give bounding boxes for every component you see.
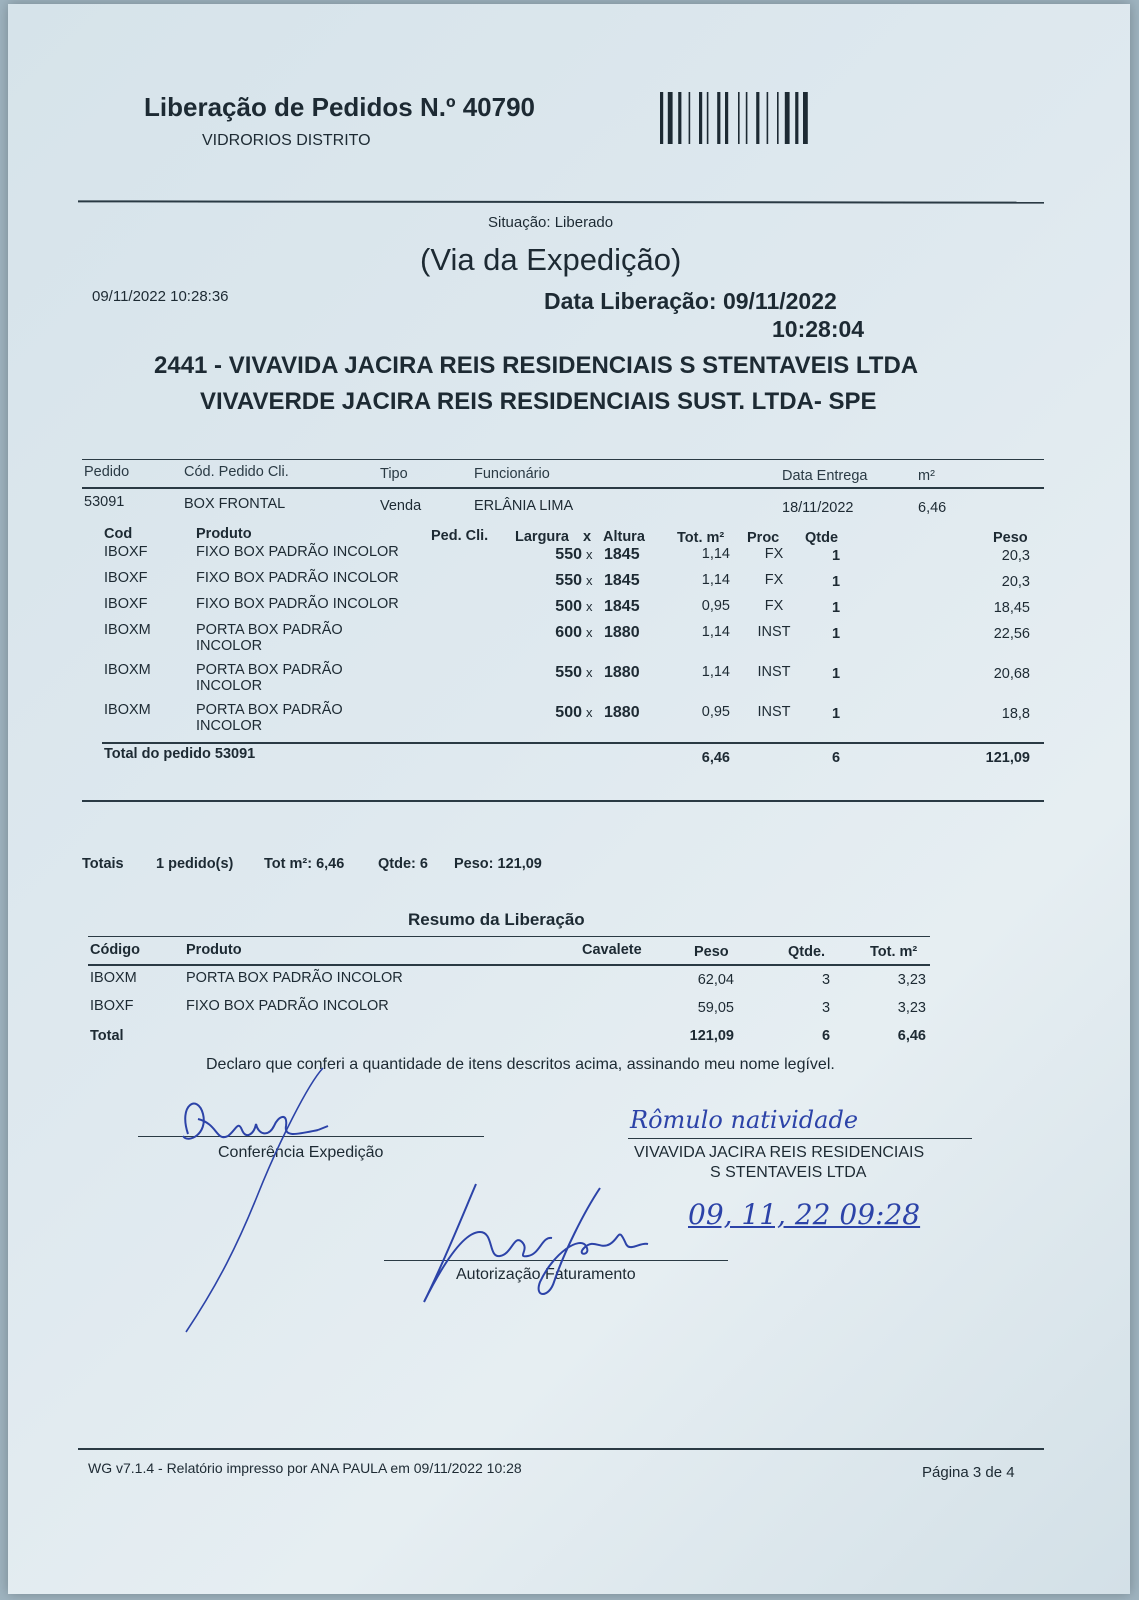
client-signature-line (628, 1138, 972, 1139)
item-proc: INST (757, 624, 791, 640)
resumo-top-rule (88, 936, 930, 937)
order-total-m2: 6,46 (701, 750, 730, 766)
totals-label: Totais (82, 856, 124, 872)
page-number: Página 3 de 4 (922, 1464, 1015, 1481)
declaration-text: Declaro que conferi a quantidade de itens descritos acima, assinando meu nome legível. (206, 1056, 835, 1073)
item-qtde: 1 (831, 548, 841, 564)
item-produto: PORTA BOX PADRÃO (196, 662, 343, 678)
item-tot-m2: 0,95 (701, 704, 730, 720)
resumo-col-cavalete: Cavalete (582, 942, 642, 958)
order-end-rule (82, 800, 1044, 802)
m2-value: 6,46 (918, 500, 947, 516)
pedido-label: Pedido (84, 464, 130, 480)
item-cod: IBOXM (104, 622, 151, 638)
report-page (8, 4, 1130, 1594)
item-proc: INST (757, 664, 791, 680)
resumo-title: Resumo da Liberação (408, 910, 585, 929)
footer-printed-by: WG v7.1.4 - Relatório impresso por ANA PAULA em 09/11/2022 10:28 (88, 1460, 522, 1476)
header-divider (78, 200, 1044, 203)
item-altura: 1880 (604, 624, 640, 641)
item-peso: 20,3 (1001, 548, 1030, 564)
resumo-total-m2: 6,46 (897, 1028, 926, 1044)
item-peso: 20,3 (1001, 574, 1030, 590)
funcionario-label: Funcionário (474, 466, 550, 482)
item-largura: 550 (555, 664, 582, 681)
totals-qtde: Qtde: 6 (378, 856, 428, 872)
item-tot-m2: 1,14 (701, 624, 730, 640)
item-largura: 500 (555, 598, 582, 615)
funcionario-value: ERLÂNIA LIMA (474, 498, 574, 514)
order-total-qtde: 6 (831, 750, 841, 766)
item-qtde: 1 (831, 706, 841, 722)
item-tot-m2: 1,14 (701, 546, 730, 562)
report-title: Liberação de Pedidos N.º 40790 (144, 92, 535, 122)
order-header-top-rule (82, 459, 1044, 460)
totals-m2: Tot m²: 6,46 (264, 856, 345, 872)
resumo-col-tot-m2: Tot. m² (870, 944, 918, 960)
item-cod: IBOXF (104, 544, 148, 560)
data-liberacao: Data Liberação: 09/11/2022 (544, 288, 837, 314)
item-altura: 1880 (604, 704, 640, 721)
cod-pedido-cli-value: BOX FRONTAL (184, 496, 286, 512)
col-qtde: Qtde (805, 530, 839, 546)
item-row (8, 544, 1130, 566)
resumo-col-qtde: Qtde. (788, 944, 826, 960)
conferencia-signature (158, 1064, 358, 1344)
item-qtde: 1 (831, 574, 841, 590)
tipo-label: Tipo (380, 466, 408, 482)
item-peso: 22,56 (993, 626, 1030, 642)
item-row (8, 570, 1130, 592)
item-largura: 500 (555, 704, 582, 721)
resumo-col-codigo: Código (90, 942, 140, 958)
totals-peso: Peso: 121,09 (454, 856, 542, 872)
cod-pedido-cli-label: Cód. Pedido Cli. (184, 464, 289, 480)
item-largura: 600 (555, 624, 582, 641)
item-cod: IBOXF (104, 570, 148, 586)
col-ped-cli: Ped. Cli. (431, 528, 489, 544)
client-name-line1: 2441 - VIVAVIDA JACIRA REIS RESIDENCIAIS S STENTAVEIS LTDA (154, 352, 919, 379)
resumo-col-produto: Produto (186, 942, 242, 958)
item-x: x (586, 665, 593, 680)
resumo-peso: 59,05 (697, 1000, 734, 1016)
item-x: x (586, 625, 593, 640)
resumo-produto: FIXO BOX PADRÃO INCOLOR (186, 998, 389, 1014)
data-entrega-value: 18/11/2022 (782, 500, 854, 516)
autorizacao-label: Autorização Faturamento (456, 1266, 636, 1283)
item-altura: 1845 (604, 546, 640, 563)
resumo-tot-m2: 3,23 (897, 972, 926, 988)
col-peso: Peso (993, 530, 1028, 546)
footer-rule (78, 1448, 1044, 1450)
col-proc: Proc (747, 530, 780, 546)
m2-label: m² (918, 468, 935, 484)
item-x: x (586, 599, 593, 614)
resumo-produto: PORTA BOX PADRÃO INCOLOR (186, 970, 403, 986)
item-row (8, 596, 1130, 618)
item-peso: 18,8 (1001, 706, 1030, 722)
item-tot-m2: 1,14 (701, 664, 730, 680)
item-tot-m2: 0,95 (701, 598, 730, 614)
tipo-value: Venda (380, 498, 422, 514)
handwritten-date: 09, 11, 22 09:28 (688, 1198, 921, 1231)
item-altura: 1845 (604, 572, 640, 589)
conferencia-label: Conferência Expedição (218, 1144, 384, 1161)
resumo-col-peso: Peso (694, 944, 729, 960)
item-proc: FX (764, 598, 784, 614)
barcode-icon (660, 92, 830, 144)
item-largura: 550 (555, 572, 582, 589)
resumo-qtde: 3 (821, 1000, 831, 1016)
situacao-label: Situação: Liberado (488, 214, 614, 231)
order-total-rule (102, 742, 1044, 744)
item-largura: 550 (555, 546, 582, 563)
item-peso: 20,68 (993, 666, 1030, 682)
resumo-codigo: IBOXF (90, 998, 134, 1014)
client-signature-name2: S STENTAVEIS LTDA (710, 1164, 867, 1181)
resumo-row (8, 998, 1130, 1020)
order-total-peso: 121,09 (985, 750, 1030, 766)
resumo-total-label: Total (90, 1028, 124, 1044)
item-peso: 18,45 (993, 600, 1030, 616)
order-header-bottom-rule (82, 487, 1044, 489)
autorizacao-signature (404, 1172, 664, 1312)
item-row (8, 622, 1130, 654)
hora-liberacao: 10:28:04 (772, 316, 865, 342)
order-total-label: Total do pedido 53091 (104, 746, 256, 762)
resumo-tot-m2: 3,23 (897, 1000, 926, 1016)
resumo-total-qtde: 6 (821, 1028, 831, 1044)
client-signature-name1: VIVAVIDA JACIRA REIS RESIDENCIAIS (634, 1144, 925, 1161)
item-altura: 1880 (604, 664, 640, 681)
totals-pedidos: 1 pedido(s) (156, 856, 234, 872)
handwritten-name: Rômulo natividade (630, 1106, 859, 1134)
item-produto: PORTA BOX PADRÃO (196, 622, 343, 638)
item-cod: IBOXF (104, 596, 148, 612)
item-x: x (586, 705, 593, 720)
item-proc: FX (764, 546, 784, 562)
item-x: x (586, 573, 593, 588)
item-produto-line2: INCOLOR (196, 718, 263, 734)
item-produto: PORTA BOX PADRÃO (196, 702, 343, 718)
printed-timestamp: 09/11/2022 10:28:36 (92, 288, 229, 305)
item-row (8, 662, 1130, 694)
resumo-row (8, 970, 1130, 992)
resumo-header-rule (88, 964, 930, 966)
resumo-qtde: 3 (821, 972, 831, 988)
item-qtde: 1 (831, 626, 841, 642)
item-proc: INST (757, 704, 791, 720)
item-produto: FIXO BOX PADRÃO INCOLOR (196, 570, 399, 586)
client-name-line2: VIVAVERDE JACIRA REIS RESIDENCIAIS SUST. LTDA- SPE (200, 388, 877, 415)
resumo-codigo: IBOXM (90, 970, 137, 986)
pedido-value: 53091 (84, 494, 125, 510)
col-produto: Produto (196, 526, 252, 542)
company-name: VIDRORIOS DISTRITO (202, 132, 371, 149)
item-cod: IBOXM (104, 702, 151, 718)
col-largura: Largura (515, 529, 569, 545)
item-qtde: 1 (831, 600, 841, 616)
col-tot-m2: Tot. m² (677, 530, 725, 546)
item-qtde: 1 (831, 666, 841, 682)
item-produto-line2: INCOLOR (196, 638, 263, 654)
item-cod: IBOXM (104, 662, 151, 678)
via-label: (Via da Expedição) (420, 242, 682, 277)
item-produto-line2: INCOLOR (196, 678, 263, 694)
item-produto: FIXO BOX PADRÃO INCOLOR (196, 596, 399, 612)
item-proc: FX (764, 572, 784, 588)
data-entrega-label: Data Entrega (782, 468, 868, 484)
item-tot-m2: 1,14 (701, 572, 730, 588)
col-x: x (583, 529, 592, 545)
resumo-total-peso: 121,09 (689, 1028, 734, 1044)
item-row (8, 702, 1130, 734)
item-produto: FIXO BOX PADRÃO INCOLOR (196, 544, 399, 560)
col-altura: Altura (603, 529, 645, 545)
col-cod: Cod (104, 526, 133, 542)
item-x: x (586, 547, 593, 562)
item-altura: 1845 (604, 598, 640, 615)
resumo-peso: 62,04 (697, 972, 734, 988)
